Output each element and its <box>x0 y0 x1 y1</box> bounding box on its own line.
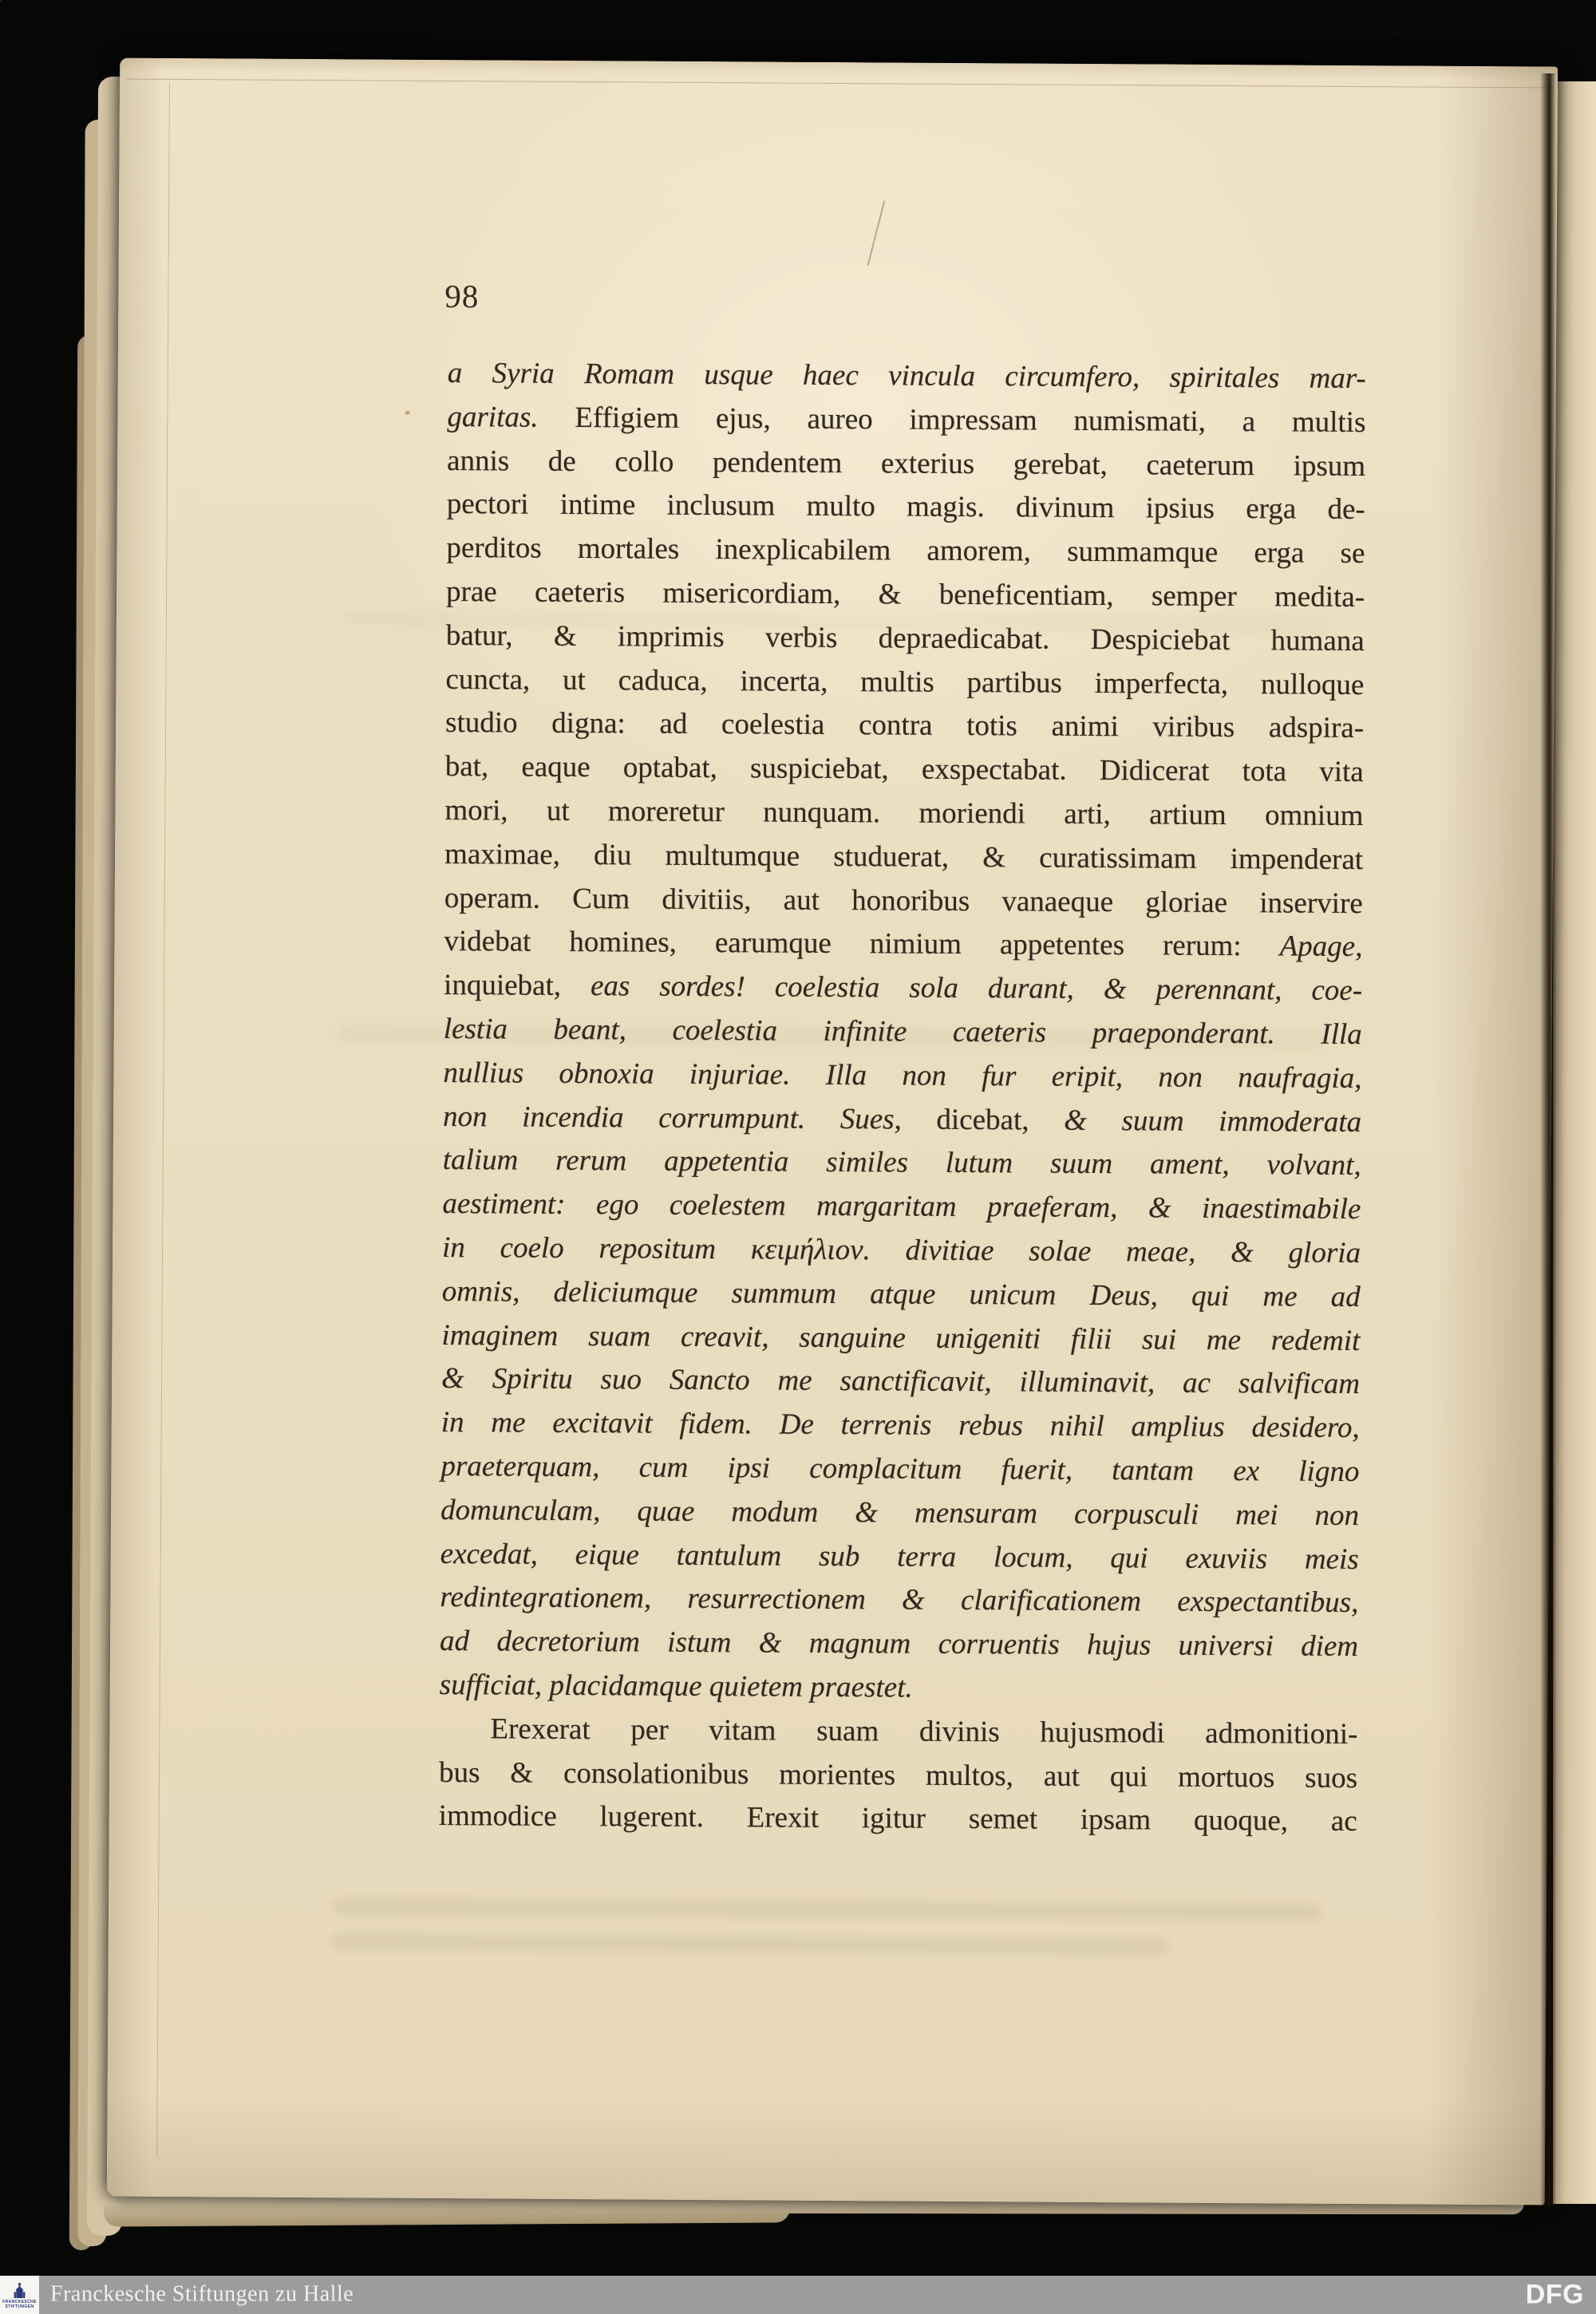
page-crease <box>126 79 1555 89</box>
show-through-text <box>332 1933 1170 1955</box>
text-line: talium rerum appetentia similes lutum suum ament, volvant, <box>442 1143 1361 1183</box>
dfg-logo[interactable]: DFG <box>1525 2279 1584 2310</box>
text-line: excedat, eique tantulum sub terra locum, qui exuviis meis <box>440 1537 1359 1576</box>
text-line: aestiment: ego coelestem margaritam praeferam, & inaestimabile <box>442 1187 1361 1226</box>
text-line: bus & consolationibus morientes multos, aut qui mortuos suos <box>438 1755 1358 1795</box>
text-line: studio digna: ad coelestia contra totis animi viribus adspira- <box>444 706 1365 745</box>
text-line: inquiebat, eas sordes! coelestia sola durant, & perennant, coe- <box>443 969 1363 1008</box>
page-crease <box>156 82 170 2157</box>
text-line: non incendia corrumpunt. Sues, dicebat, & suum immoderata <box>442 1100 1362 1139</box>
text-line: & Spiritu suo Sancto me sanctificavit, illuminavit, ac salvificam <box>440 1362 1361 1401</box>
logo-text-line1: FRANCKESCHE <box>2 2299 37 2304</box>
text-block <box>439 352 1366 1844</box>
logo-text-line2: STIFTUNGEN <box>5 2304 34 2309</box>
text-line: nullius obnoxia injuriae. Illa non fur eripit, non naufragia, <box>443 1056 1362 1095</box>
text-line: cuncta, ut caduca, incerta, multis partibus imperfecta, nulloque <box>445 662 1365 701</box>
text-line: mori, ut moreretur nunquam. moriendi arti, artium omnium <box>444 793 1364 833</box>
text-line: pectori intime inclusum multo magis. divinum ipsius erga de- <box>446 488 1365 527</box>
paper-speck <box>405 411 409 415</box>
text-line: in coelo repositum κειμήλιον. divitiae solae meae, & gloria <box>441 1230 1361 1270</box>
book-page <box>107 58 1558 2205</box>
text-line: immodice lugerent. Erexit igitur semet ipsam quoque, ac <box>438 1799 1357 1838</box>
gutter-shadow <box>1540 73 1556 2205</box>
text-line: operam. Cum divitiis, aut honoribus vanaeque gloriae inservire <box>444 881 1363 920</box>
text-line: domunculam, quae modum & mensuram corpusculi mei non <box>440 1493 1360 1532</box>
text-line: Erexerat per vitam suam divinis hujusmodi admonitioni- <box>490 1712 1358 1751</box>
adjacent-page-edge <box>1553 81 1596 2204</box>
show-through-text <box>332 1897 1321 1921</box>
text-line: lestia beant, coelestia infinite caeteris praeponderant. Illa <box>443 1012 1362 1052</box>
text-line: videbat homines, earumque nimium appetentes rerum: Apage, <box>444 925 1363 964</box>
scratch-mark <box>867 200 885 266</box>
franckesche-emblem-icon <box>10 2281 29 2300</box>
text-line: perditos mortales inexplicabilem amorem, summamque erga se <box>446 531 1365 571</box>
dust-specks <box>0 0 2 2</box>
text-line: annis de collo pendentem exterius gerebat, caeterum ipsum <box>447 444 1366 483</box>
text-line: omnis, deliciumque summum atque unicum Deus, qui me ad <box>441 1274 1361 1313</box>
footer-bar <box>0 2276 1596 2314</box>
text-line: sufficiat, placidamque quietem praestet. <box>439 1668 913 1704</box>
page-number: 98 <box>444 278 480 315</box>
text-line: in me excitavit fidem. De terrenis rebus nihil amplius desidero, <box>440 1406 1360 1445</box>
text-line: batur, & imprimis verbis depraedicabat. Despiciebat humana <box>445 618 1365 657</box>
institution-title: Franckesche Stiftungen zu Halle <box>50 2281 354 2307</box>
text-line: bat, eaque optabat, suspiciebat, exspectabat. Didicerat tota vita <box>444 750 1364 789</box>
text-line: praeterquam, cum ipsi complacitum fuerit, tantam ex ligno <box>440 1449 1360 1488</box>
text-line: redintegrationem, resurrectionem & clarificationem exspectantibus, <box>440 1581 1359 1620</box>
text-line: a Syria Romam usque haec vincula circumfero, spiritales mar- <box>447 357 1366 396</box>
text-line: garitas. Effigiem ejus, aureo impressam numismati, a multis <box>447 400 1366 439</box>
text-line: maximae, diu multumque studuerat, & curatissimam impenderat <box>444 837 1364 876</box>
text-line: prae caeteris misericordiam, & beneficentiam, semper medita- <box>445 575 1365 614</box>
text-line: ad decretorium istum & magnum corruentis hujus universi diem <box>439 1625 1359 1664</box>
text-line: imaginem suam creavit, sanguine unigeniti filii sui me redemit <box>441 1318 1361 1357</box>
franckesche-stiftungen-logo[interactable] <box>0 2276 39 2314</box>
